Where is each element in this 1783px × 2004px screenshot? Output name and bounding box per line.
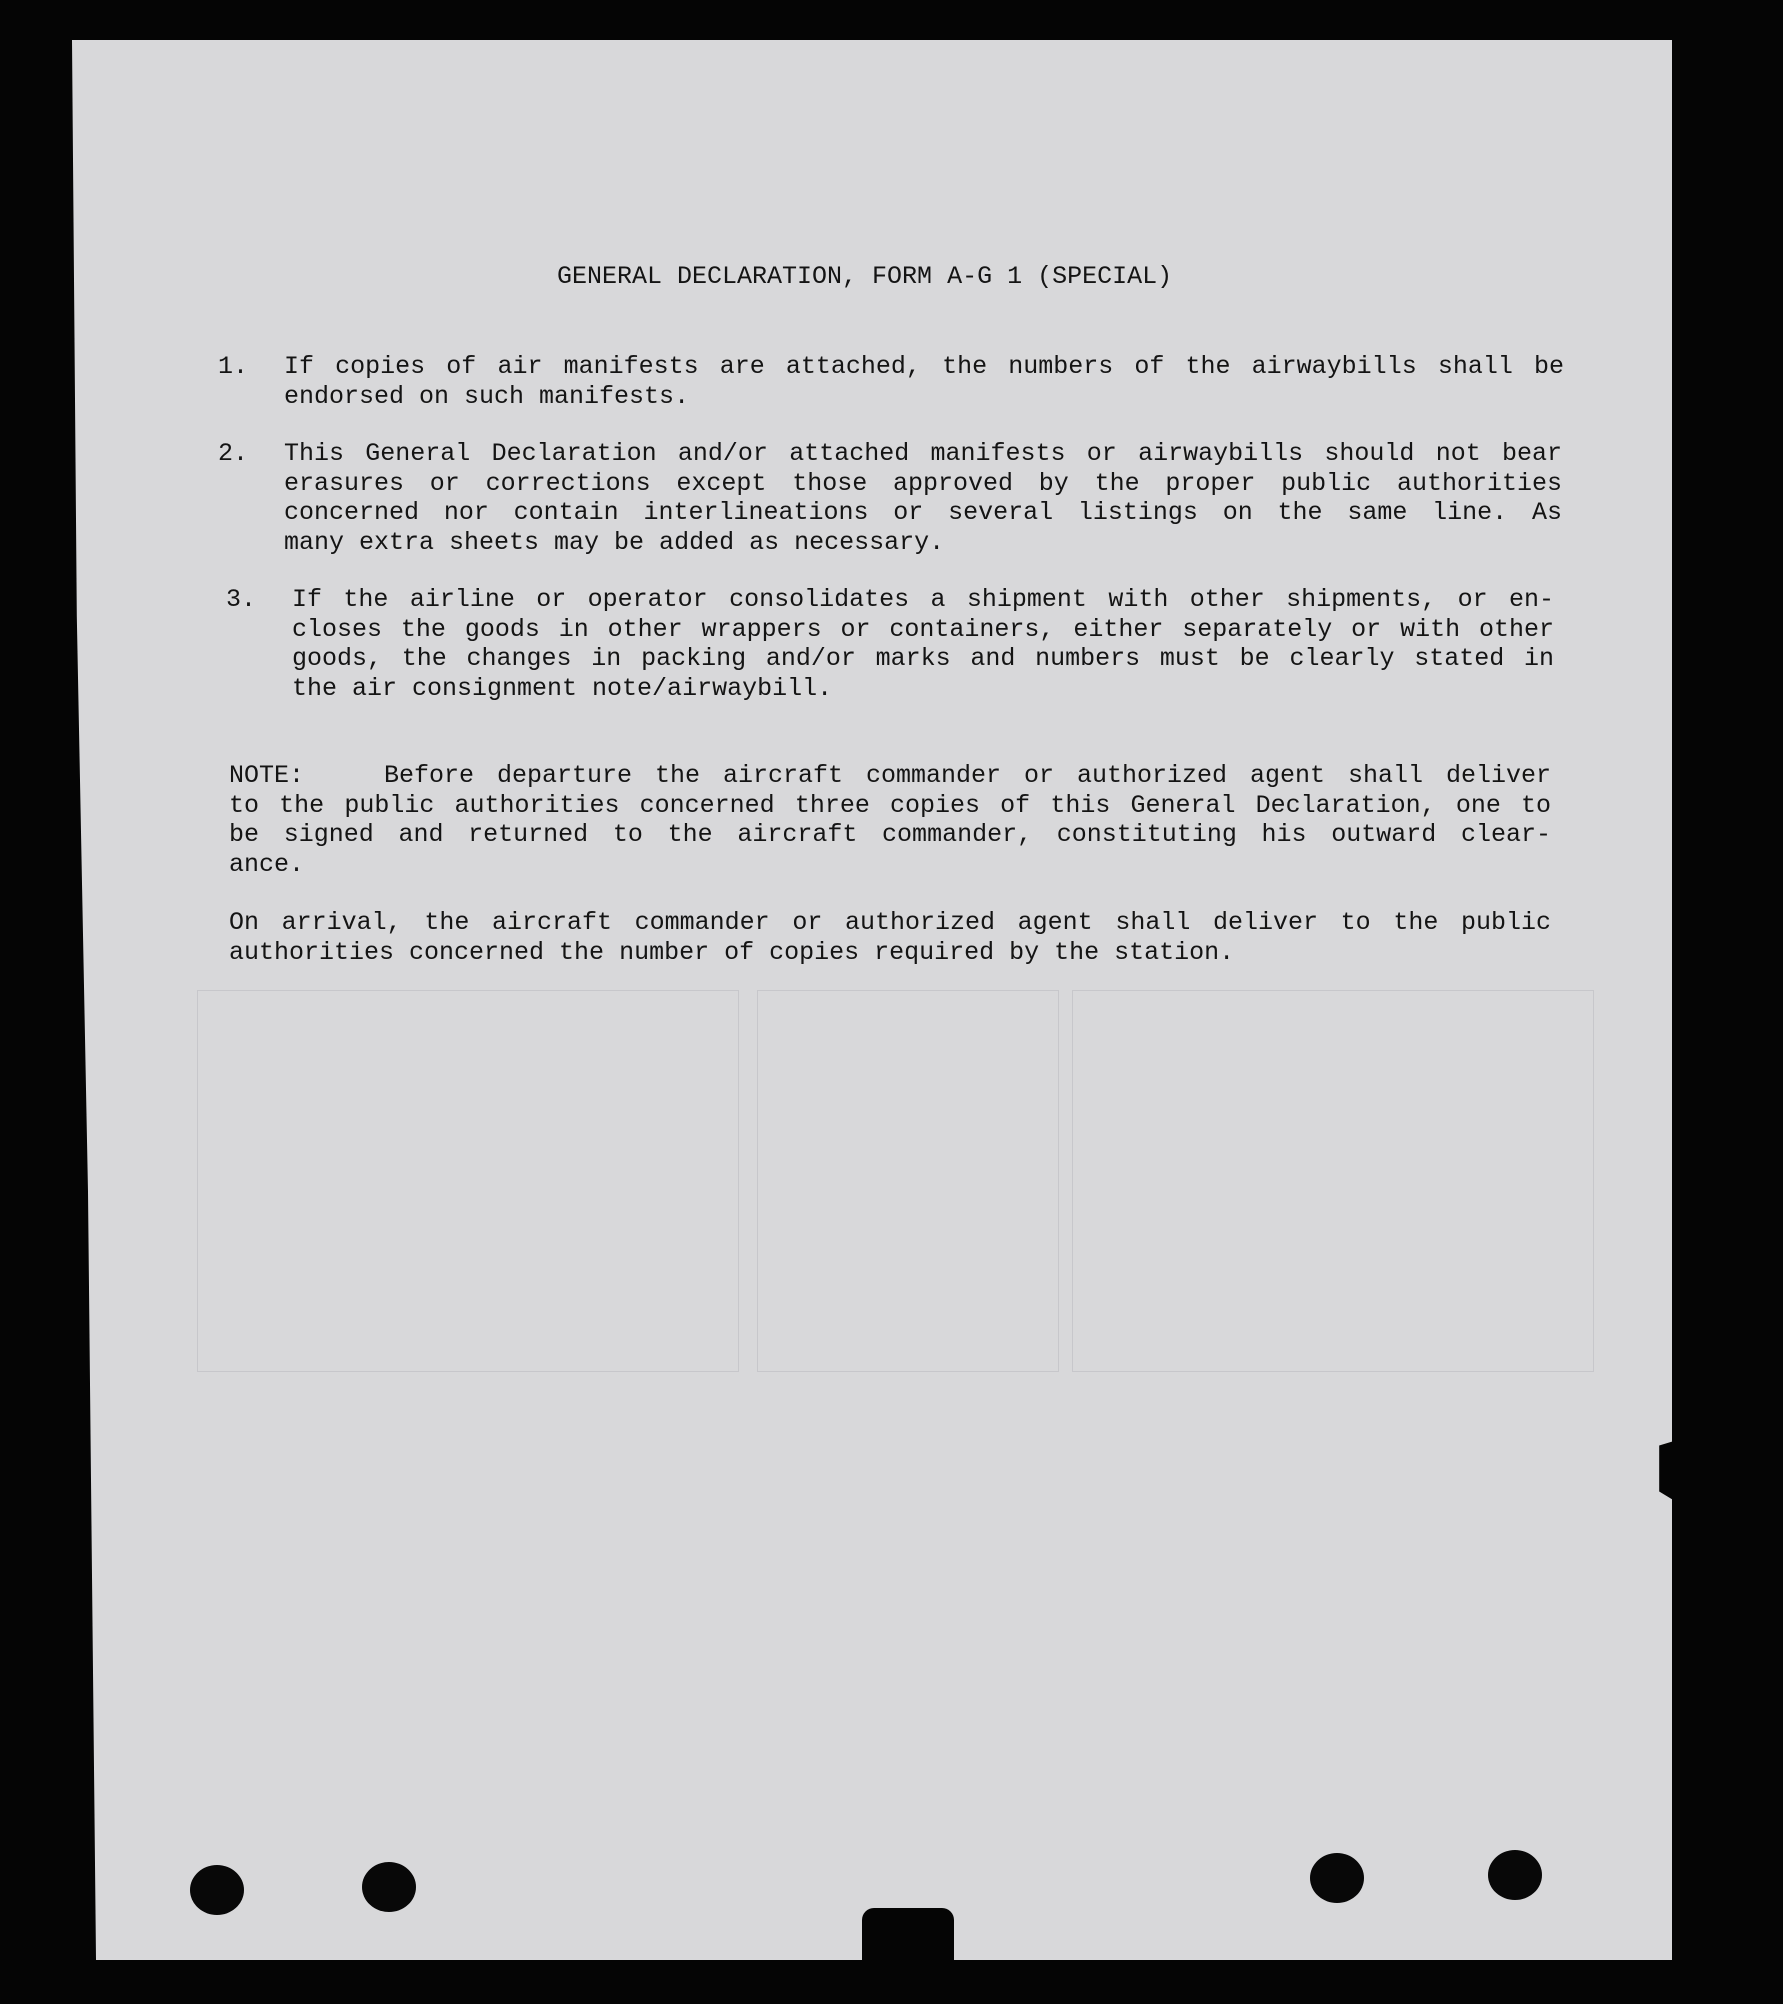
text-line: endorsed on such manifests.: [284, 381, 690, 411]
bleed-through-box: [1072, 990, 1594, 1372]
bleed-through-box: [197, 990, 739, 1372]
bleed-through-box: [757, 990, 1059, 1372]
text-line: If copies of air manifests are attached, the numbers of the airwaybills shall be: [284, 352, 1564, 381]
text-line: be signed and returned to the aircraft commander, constituting his outward clear-: [229, 820, 1551, 849]
list-item-number: 1.: [218, 352, 249, 381]
text-line: authorities concerned the number of copies required by the station.: [229, 937, 1235, 967]
text-line: ance.: [229, 849, 305, 879]
punch-hole: [1310, 1853, 1364, 1903]
text-line: On arrival, the aircraft commander or authorized agent shall deliver to the public: [229, 908, 1551, 937]
text-line: erasures or corrections except those approved by the proper public authorities: [284, 468, 1562, 498]
text-line: many extra sheets may be added as necessary.: [284, 527, 945, 557]
text-line: the air consignment note/airwaybill.: [292, 673, 833, 703]
list-item-number: 2.: [218, 439, 249, 468]
note-label: NOTE:: [229, 761, 305, 790]
punch-hole: [190, 1865, 244, 1915]
text-line: concerned nor contain interlineations or several listings on the same line. As: [284, 498, 1562, 527]
document-page: [72, 40, 1672, 1960]
text-line: to the public authorities concerned three copies of this General Declaration, one to: [229, 790, 1551, 820]
punch-hole: [362, 1862, 416, 1912]
text-line: goods, the changes in packing and/or marks and numbers must be clearly stated in: [292, 644, 1554, 673]
note-paragraph: [229, 761, 1551, 879]
binding-clip: [862, 1908, 954, 1968]
list-item-body: [292, 585, 1554, 703]
list-item-body: [284, 439, 1562, 557]
list-item-body: [284, 352, 1564, 411]
punch-hole: [1488, 1850, 1542, 1900]
list-item-number: 3.: [226, 585, 257, 614]
arrival-paragraph: [229, 908, 1551, 967]
text-line: closes the goods in other wrappers or containers, either separately or with other: [292, 614, 1554, 644]
page-title: GENERAL DECLARATION, FORM A-G 1 (SPECIAL): [557, 262, 1173, 291]
text-line: This General Declaration and/or attached manifests or airwaybills should not bear: [284, 439, 1562, 468]
text-line: If the airline or operator consolidates a shipment with other shipments, or en-: [292, 585, 1554, 614]
text-line: Before departure the aircraft commander or authorized agent shall deliver: [384, 761, 1551, 790]
